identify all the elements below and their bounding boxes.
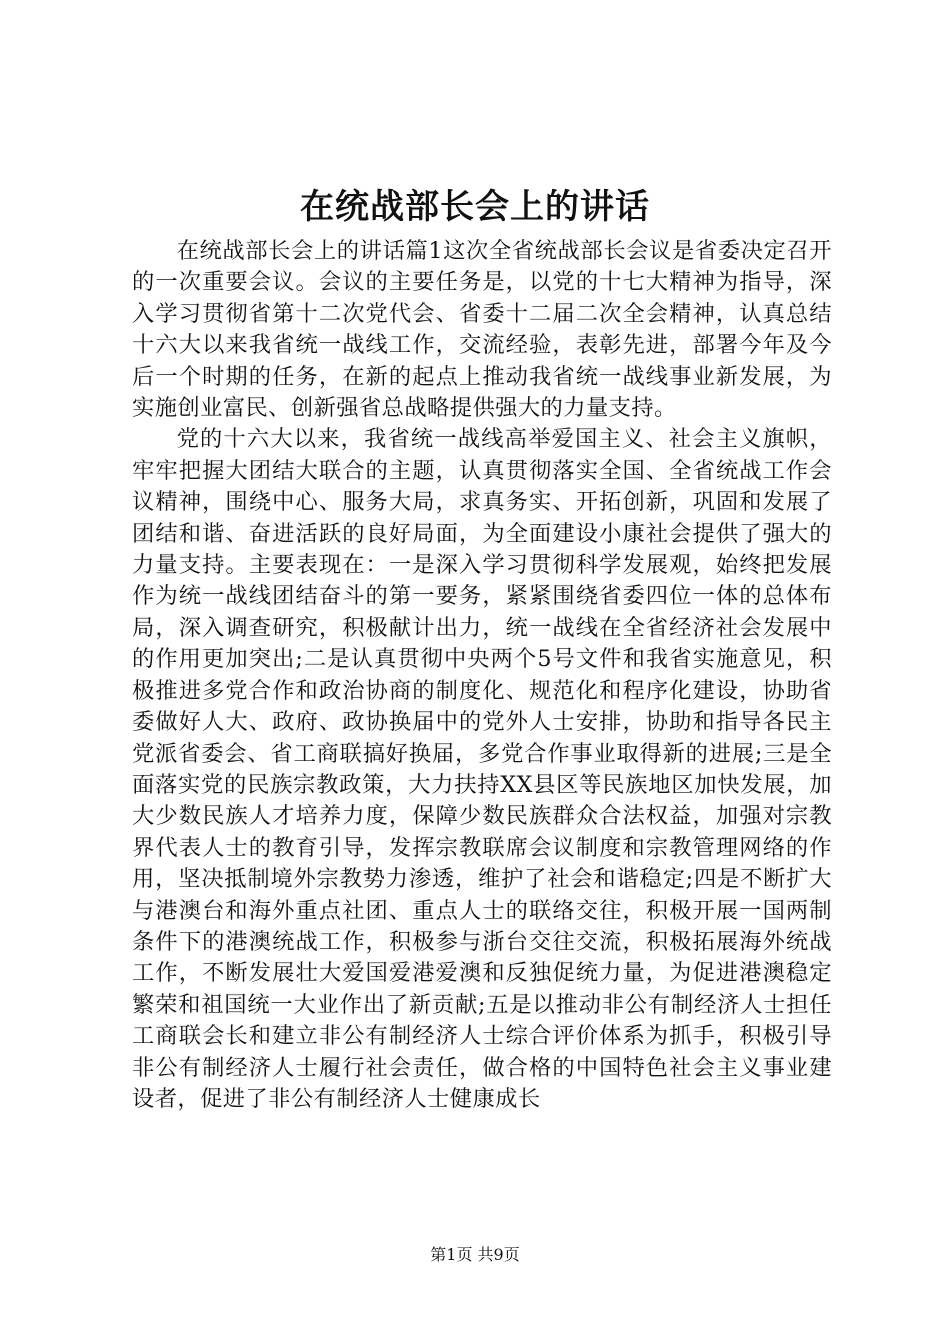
paragraph-2: 党的十六大以来，我省统一战线高举爱国主义、社会主义旗帜，牢牢把握大团结大联合的主题，认真贯彻落实全国、全省统战工作会议精神，围绕中心、服务大局，求真务实、开拓创新，巩固和发展了团结和谐、奋进活跃的良好局面，为全面建设小康社会提供了强大的力量支持。主要表现在：一是深入学习贯彻科学发展观，始终把发展作为统一战线团结奋斗的第一要务，紧紧围绕省委四位一体的总体布局，深入调查研究，积极献计出力，统一战线在全省经济社会发展中的作用更加突出;二是认真贯彻中央两个5号文件和我省实施意见，积极推进多党合作和政治协商的制度化、规范化和程序化建设，协助省委做好人大、政府、政协换届中的党外人士安排，协助和指导各民主党派省委会、省工商联搞好换届，多党合作事业取得新的进展;三是全面落实党的民族宗教政策，大力扶持XX县区等民族地区加快发展，加大少数民族人才培养力度，保障少数民族群众合法权益，加强对宗教界代表人士的教育引导，发挥宗教联席会议制度和宗教管理网络的作用，坚决抵制境外宗教势力渗透，维护了社会和谐稳定;四是不断扩大与港澳台和海外重点社团、重点人士的联络交往，积极开展一国两制条件下的港澳统战工作，积极参与浙台交往交流，积极拓展海外统战工作，不断发展壮大爱国爱港爱澳和反独促统力量，为促进港澳稳定繁荣和祖国统一大业作出了新贡献;五是以推动非公有制经济人士担任工商联会长和建立非公有制经济人士综合评价体系为抓手，积极引导非公有制经济人士履行社会责任，做合格的中国特色社会主义事业建设者，促进了非公有制经济人士健康成长 [132,426,832,1112]
page-number-footer: 第1页 共9页 [430,1245,520,1264]
page-title: 在统战部长会上的讲话 [300,187,650,227]
document-body [132,236,832,1115]
paragraph-1: 在统战部长会上的讲话篇1这次全省统战部长会议是省委决定召开的一次重要会议。会议的主要任务是，以党的十七大精神为指导，深入学习贯彻省第十二次党代会、省委十二届二次全会精神，认真总结十六大以来我省统一战线工作，交流经验，表彰先进，部署今年及今后一个时期的任务，在新的起点上推动我省统一战线事业新发展，为实施创业富民、创新强省总战略提供强大的力量支持。 [132,238,832,422]
